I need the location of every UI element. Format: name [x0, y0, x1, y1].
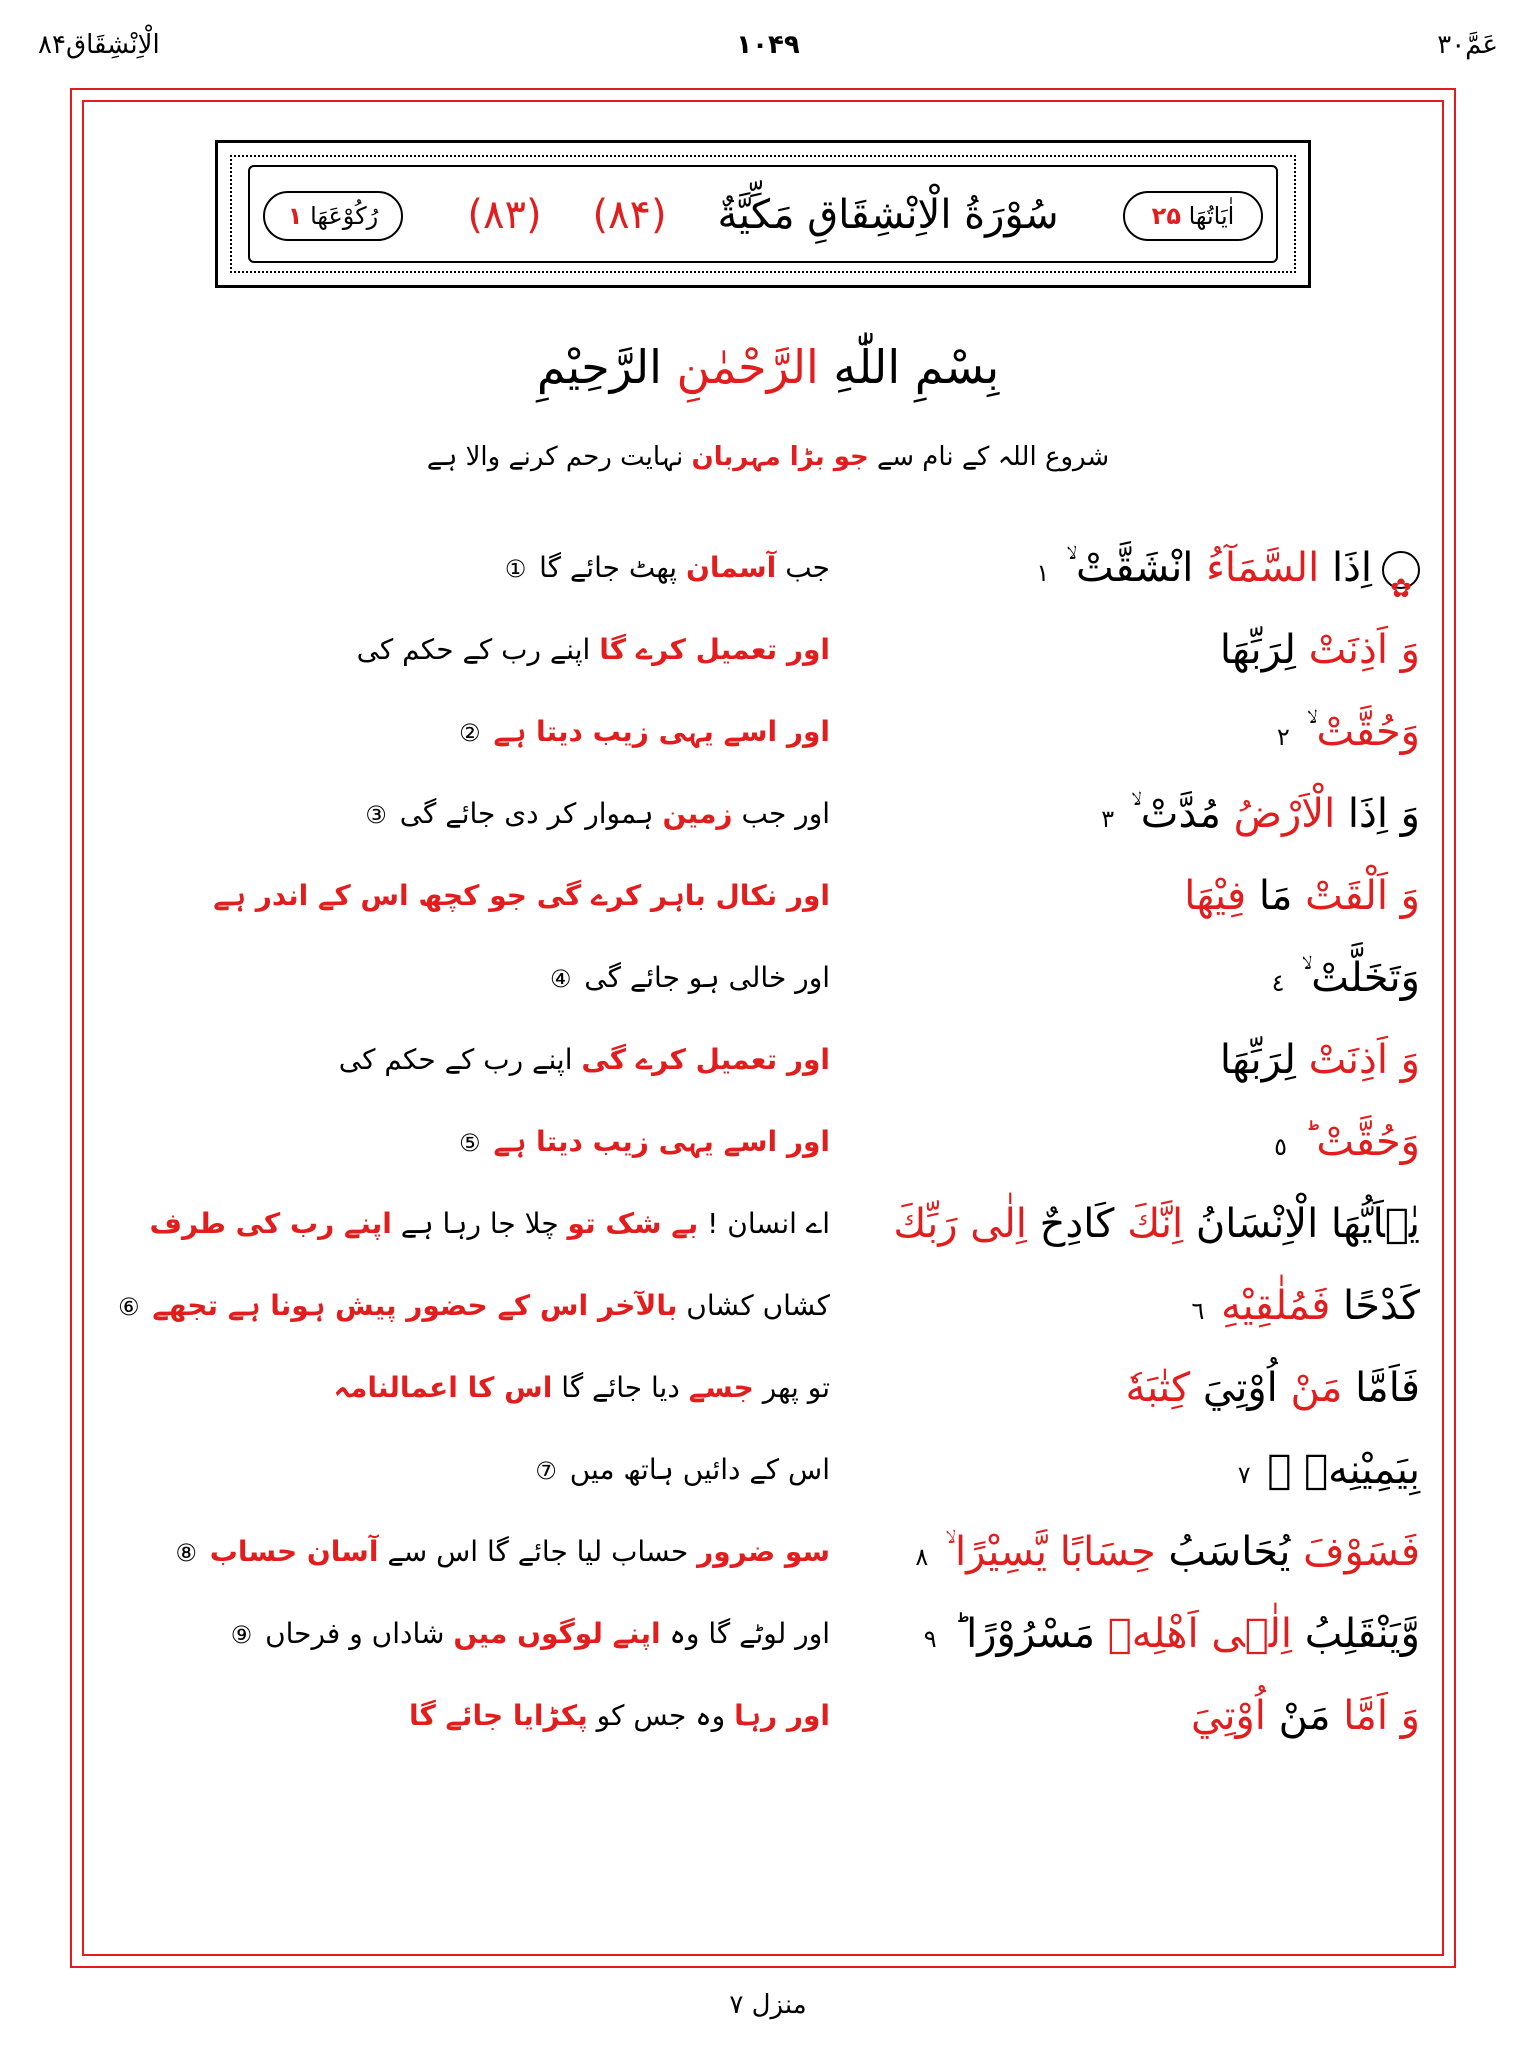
- arabic-segment: اُوْتِيَ: [1191, 1693, 1266, 1739]
- urdu-translation: [130, 530, 830, 607]
- arabic-segment: مَنْ: [1290, 1365, 1343, 1411]
- urdu-segment: جسے: [688, 1371, 754, 1404]
- urdu-translation: [130, 612, 830, 688]
- arabic-verse: [950, 1268, 1420, 1349]
- urdu-segment: اپنے لوگوں میں: [453, 1617, 661, 1650]
- urdu-segment: اپنے رب کے حکم کی: [356, 633, 591, 666]
- urdu-segment: اے انسان !: [707, 1207, 830, 1240]
- urdu-segment: کشاں کشاں: [686, 1289, 830, 1322]
- arabic-verse: [923, 1596, 1420, 1677]
- ayah-number: ٦: [1191, 1297, 1205, 1325]
- urdu-translation: [130, 1514, 830, 1591]
- arabic-segment: وَ اِذَا: [1347, 791, 1420, 837]
- arabic-segment: يُحَاسَبُ: [1168, 1529, 1291, 1575]
- ayah-number: ٩: [923, 1625, 937, 1653]
- bismillah-translation: [0, 442, 1536, 472]
- arabic-segment: انْشَقَّتْ ۙ: [1065, 545, 1194, 591]
- verse-row: [90, 530, 1440, 606]
- urdu-segment: اور تعمیل کرے گی: [581, 1043, 830, 1076]
- arabic-segment: وَحُقَّتْ: [1316, 709, 1420, 755]
- arabic-segment: اِلٰۤى اَهْلِهٖ: [1107, 1611, 1292, 1657]
- arabic-verse: [950, 1350, 1420, 1426]
- arabic-segment: لِرَبِّهَا: [1219, 627, 1296, 673]
- urdu-translation: [130, 1022, 830, 1098]
- verse-row: [90, 694, 1440, 770]
- urdu-translation: [130, 1432, 830, 1509]
- translation-ayah-number: ⑤: [459, 1129, 481, 1157]
- arabic-segment: حِسَابًا يَّسِيْرًا ۙ: [944, 1529, 1156, 1575]
- urdu-segment: اور رہا: [734, 1699, 830, 1732]
- arabic-segment: كِتٰبَهٗ: [1125, 1365, 1191, 1411]
- arabic-segment: مُدَّتْ ۙ: [1130, 791, 1221, 837]
- urdu-segment: تو پھر: [762, 1371, 830, 1404]
- arabic-segment: وَّيَنْقَلِبُ: [1304, 1611, 1420, 1657]
- verse-row: [90, 1678, 1440, 1754]
- ayah-number: ٧: [1237, 1461, 1251, 1489]
- urdu-segment: زمین: [662, 797, 733, 830]
- surah-title-text: سُوْرَةُ الْاِنْشِقَاقِ مَكِّيَّةٌ: [717, 192, 1059, 238]
- urdu-segment: وہ جس کو: [596, 1699, 726, 1732]
- arabic-segment: وَ اَذِنَتْ: [1308, 1037, 1420, 1083]
- urdu-translation: [130, 1678, 830, 1754]
- page-number: ۱۰۴۹: [736, 30, 800, 60]
- arabic-segment: مَا: [1258, 873, 1293, 919]
- arabic-segment: وَحُقَّتْ ؕ: [1303, 1119, 1420, 1165]
- translation-ayah-number: ②: [459, 719, 481, 747]
- urdu-segment: آسمان: [685, 551, 777, 584]
- surah-number-right: (۸۴): [592, 192, 667, 238]
- ayah-number: ٣: [1101, 805, 1115, 833]
- ruku-label: رُكُوْعَهَا: [310, 202, 379, 230]
- urdu-translation: [130, 1186, 830, 1262]
- arabic-segment: مَسْرُوْرًا ؕ: [953, 1611, 1096, 1657]
- bismillah-translation-a: شروع اللہ کے نام سے: [877, 442, 1110, 472]
- urdu-segment: اور لوٹے گا وہ: [669, 1617, 830, 1650]
- ayah-count-number: ۲۵: [1151, 202, 1181, 230]
- arabic-segment: بِيَمِيْنِهٖ ۙ: [1267, 1447, 1420, 1493]
- urdu-segment: ہموار کر دی جائے گی: [399, 797, 654, 830]
- urdu-segment: اور نکال باہر کرے گی جو کچھ اس کے اندر ہے: [213, 879, 830, 912]
- urdu-translation: [130, 694, 830, 771]
- arabic-segment: فَاَمَّا: [1355, 1365, 1420, 1411]
- verse-row: [90, 1350, 1440, 1426]
- arabic-verse: [950, 530, 1420, 611]
- urdu-segment: شاداں و فرحاں: [265, 1617, 445, 1650]
- arabic-segment: اِنَّكَ: [1127, 1201, 1184, 1247]
- surah-banner: [215, 140, 1311, 288]
- arabic-segment: وَ اَمَّا: [1343, 1693, 1420, 1739]
- urdu-segment: اس کا اعمالنامہ: [333, 1371, 553, 1404]
- ruku-count-cartouche: [263, 191, 403, 241]
- verse-row: [90, 612, 1440, 688]
- surah-number-left: (۸۳): [467, 192, 542, 238]
- ayah-number: ٢: [1276, 723, 1290, 751]
- urdu-segment: بالآخر اس کے حضور پیش ہونا ہے تجھے: [152, 1289, 678, 1322]
- urdu-segment: اپنے رب کے حکم کی: [338, 1043, 573, 1076]
- urdu-segment: اور تعمیل کرے گا: [599, 633, 830, 666]
- arabic-segment: وَتَخَلَّتْ ۙ: [1301, 955, 1420, 1001]
- bismillah-part3: الرَّحِيْمِ: [536, 340, 662, 394]
- page-header: [0, 30, 1536, 70]
- manzil-footer: منزل ۷: [729, 1990, 807, 2020]
- urdu-segment: اور جب: [741, 797, 830, 830]
- arabic-verse: [950, 858, 1420, 934]
- arabic-verse: [950, 612, 1420, 688]
- arabic-verse: [915, 1514, 1420, 1595]
- arabic-segment: فَسَوْفَ: [1303, 1529, 1420, 1575]
- urdu-segment: اس کے دائیں ہاتھ میں: [569, 1453, 830, 1486]
- arabic-segment: السَّمَآءُ: [1206, 545, 1320, 591]
- bismillah: [0, 340, 1536, 394]
- verse-row: [90, 1514, 1440, 1590]
- urdu-segment: اور اسے یہی زیب دیتا ہے: [493, 1125, 830, 1158]
- arabic-segment: اِلٰى رَبِّكَ: [893, 1201, 1027, 1247]
- urdu-segment: حساب لیا جائے گا اس سے: [387, 1535, 689, 1568]
- ruku-number: ١: [287, 202, 303, 230]
- verse-row: [90, 1186, 1440, 1262]
- translation-ayah-number: ①: [504, 555, 527, 583]
- ayah-number: ٥: [1274, 1133, 1287, 1161]
- arabic-segment: فَمُلٰقِيْهِ: [1221, 1283, 1331, 1329]
- bismillah-translation-b: جو بڑا مہربان: [691, 442, 869, 472]
- ayah-number: ٨: [915, 1543, 929, 1571]
- arabic-segment: فِيْهَا: [1184, 873, 1247, 919]
- arabic-verse: [950, 776, 1420, 857]
- bismillah-part1: بِسْمِ اللّٰهِ: [833, 340, 1000, 394]
- urdu-translation: [130, 858, 830, 934]
- verse-row: [90, 1104, 1440, 1180]
- urdu-segment: پھٹ جائے گا: [539, 551, 678, 584]
- urdu-segment: بے شک تو: [567, 1207, 699, 1240]
- arabic-segment: مَنْ: [1278, 1693, 1331, 1739]
- translation-ayah-number: ④: [549, 965, 572, 993]
- translation-ayah-number: ⑥: [117, 1293, 140, 1321]
- urdu-translation: [130, 940, 830, 1017]
- bismillah-translation-c: نہایت رحم کرنے والا ہے: [426, 442, 684, 472]
- rub-el-hizb-icon: [1382, 551, 1420, 589]
- arabic-verse: [950, 1432, 1420, 1513]
- urdu-segment: اپنے رب کی طرف: [149, 1207, 392, 1240]
- verse-row: [90, 1432, 1440, 1508]
- verse-row: [90, 1268, 1440, 1344]
- ayah-number: ٤: [1271, 969, 1285, 997]
- urdu-segment: جب: [785, 551, 830, 584]
- arabic-segment: اُوْتِيَ: [1202, 1365, 1278, 1411]
- verse-row: [90, 940, 1440, 1016]
- ayah-number: ١: [1036, 559, 1050, 587]
- urdu-segment: چلا جا رہا ہے: [400, 1207, 559, 1240]
- surah-title: [418, 185, 1108, 245]
- arabic-segment: وَ اَذِنَتْ: [1308, 627, 1420, 673]
- arabic-segment: اِذَا: [1331, 545, 1372, 591]
- verse-row: [90, 858, 1440, 934]
- translation-ayah-number: ⑦: [535, 1457, 557, 1485]
- urdu-segment: پکڑایا جائے گا: [408, 1699, 588, 1732]
- arabic-verse: [893, 1186, 1420, 1262]
- arabic-verse: [950, 1104, 1420, 1185]
- urdu-translation: [130, 1596, 830, 1673]
- ayah-count-label: اٰيَاتُهَا: [1188, 202, 1235, 230]
- bismillah-part2: الرَّحْمٰنِ: [676, 340, 819, 394]
- arabic-segment: الْاَرْضُ: [1233, 791, 1336, 837]
- translation-ayah-number: ③: [365, 801, 387, 829]
- arabic-segment: كَدْحًا: [1343, 1283, 1420, 1329]
- arabic-segment: وَ اَلْقَتْ: [1305, 873, 1420, 919]
- verse-row: [90, 1596, 1440, 1672]
- arabic-segment: كَادِحٌ: [1039, 1201, 1115, 1247]
- urdu-segment: اور اسے یہی زیب دیتا ہے: [493, 715, 830, 748]
- ayah-count-cartouche: [1123, 191, 1263, 241]
- arabic-verse: [950, 694, 1420, 775]
- urdu-translation: [117, 1268, 830, 1345]
- verse-row: [90, 1022, 1440, 1098]
- urdu-translation: [130, 776, 830, 853]
- arabic-verse: [950, 1022, 1420, 1098]
- urdu-translation: [130, 1104, 830, 1181]
- urdu-segment: اور خالی ہو جائے گی: [584, 961, 830, 994]
- translation-ayah-number: ⑨: [230, 1621, 253, 1649]
- translation-ayah-number: ⑧: [175, 1539, 197, 1567]
- arabic-segment: يٰۤاَيُّهَا الْاِنْسَانُ: [1195, 1201, 1420, 1247]
- urdu-segment: دیا جائے گا: [561, 1371, 680, 1404]
- urdu-segment: سو ضرور: [697, 1535, 830, 1568]
- urdu-segment: آسان حساب: [209, 1535, 379, 1568]
- arabic-segment: لِرَبِّهَا: [1219, 1037, 1296, 1083]
- header-para-name: عَمَّ۳۰: [1437, 30, 1498, 60]
- arabic-verse: [950, 940, 1420, 1021]
- verse-row: [90, 776, 1440, 852]
- header-surah-name: الْاِنْشِقَاق۸۴: [38, 30, 160, 60]
- arabic-verse: [950, 1678, 1420, 1754]
- urdu-translation: [130, 1350, 830, 1426]
